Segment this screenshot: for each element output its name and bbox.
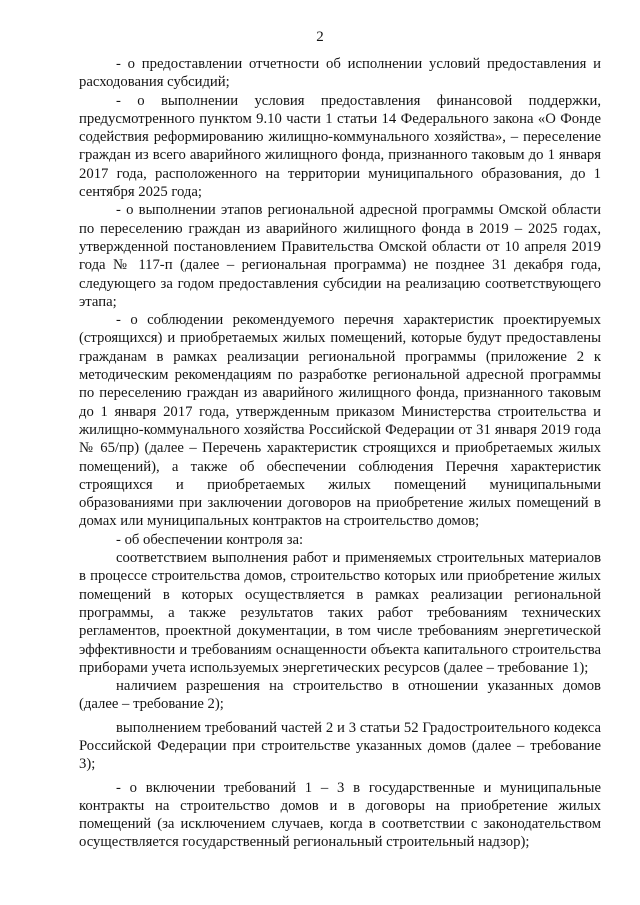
paragraph-contract-inclusion: - о включении требований 1 – 3 в государственные и муниципальные контракты на строительство домов и в договоры на приобретение жилых помещений (за исключением случаев, когда в соответствии с законодательством осуществляется государственный региональный строительный надзор); <box>79 779 601 851</box>
paragraph-requirement-2: наличием разрешения на строительство в отношении указанных домов (далее – требование 2); <box>79 678 601 713</box>
paragraph-housing-characteristics: - о соблюдении рекомендуемого перечня характеристик проектируемых (строящихся) и приобретаемых жилых помещений, которые будут предоставлены гражданам в рамках реализации региональной программы (приложение 2 к методическим рекомендациям по разработке региональной адресной программы по переселению граждан из аварийного жилищного фонда, признанного таковым до 1 января 2017 года, утвержденным приказом Министерства строительства и жилищно-коммунального хозяйства Российской Федерации от 31 января 2019 года № 65/пр) (далее – Перечень характеристик строящихся и приобретаемых жилых помещений), а также об обеспечении соблюдения Перечня характеристик строящихся и приобретаемых жилых помещений муниципальными образованиями при заключении договоров на приобретение жилых помещений в домах или муниципальных контрактов на строительство домов; <box>79 312 601 530</box>
paragraph-reporting: - о предоставлении отчетности об исполнении условий предоставления и расходования субсидий; <box>79 56 601 91</box>
document-body <box>79 55 601 852</box>
paragraph-control-intro: - об обеспечении контроля за: <box>116 531 304 548</box>
page-number: 2 <box>316 29 324 45</box>
paragraph-requirement-1: соответствием выполнения работ и применяемых строительных материалов в процессе строительства домов, строительство которых или приобретение жилых помещений в которых осуществляется в рамках реализации региональной программы, а также результатов таких работ требованиям технических регламентов, проектной документации, в том числе требованиям энергетической эффективности и требованиям оснащенности объекта капитального строительства приборами учета используемых энергетических ресурсов (далее – требование 1); <box>79 550 601 676</box>
paragraph-requirement-3: выполнением требований частей 2 и 3 статьи 52 Градостроительного кодекса Российской Федерации при строительстве указанных домов (далее – требование 3); <box>79 719 601 773</box>
paragraph-program-stages: - о выполнении этапов региональной адресной программы Омской области по переселению граждан из аварийного жилищного фонда в 2019 – 2025 годах, утвержденной постановлением Правительства Омской области от 10 апреля 2019 года № 117-п (далее – региональная программа) не позднее 31 декабря года, следующего за годом предоставления субсидии на реализацию соответствующего этапа; <box>79 202 601 310</box>
paragraph-financial-support-condition: - о выполнении условия предоставления финансовой поддержки, предусмотренного пунктом 9.10 части 1 статьи 14 Федерального закона «О Фонде содействия реформированию жилищно-коммунального хозяйства», – переселение граждан из всего аварийного жилищного фонда, признанного таковым до 1 января 2017 года, расположенного на территории муниципального образования, до 1 сентября 2025 года; <box>79 92 601 201</box>
